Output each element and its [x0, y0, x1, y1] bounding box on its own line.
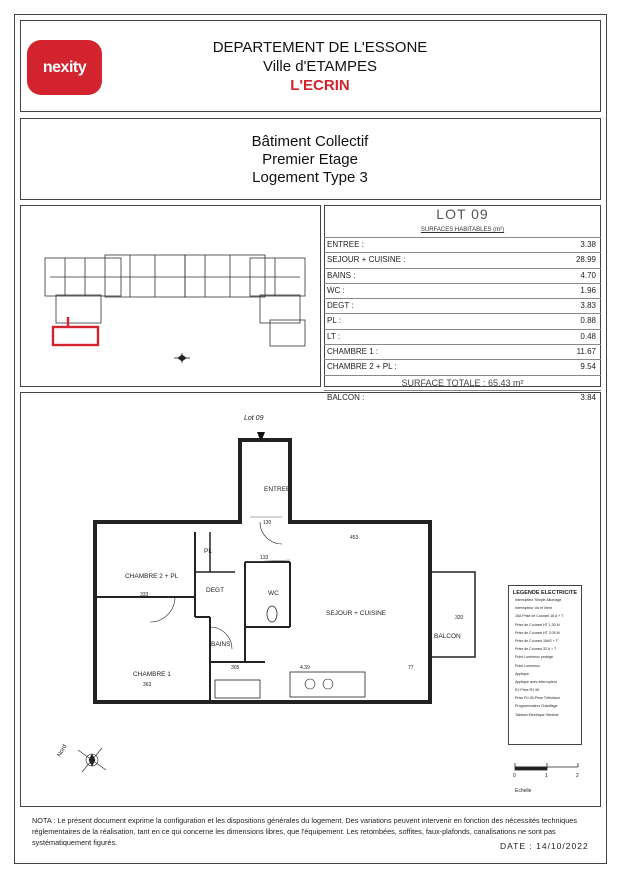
building-type: Bâtiment Collectif	[251, 133, 369, 150]
legend-item: Prise de Courant 32 A + T	[515, 647, 557, 652]
dim-label: 320	[455, 615, 464, 621]
legend-item: Programmateur Chauffage	[515, 704, 558, 709]
department-title: DEPARTEMENT DE L'ESSONE	[212, 39, 428, 56]
scale-tick-2: 2	[576, 773, 579, 779]
legend-item: RJ Prise RJ 45	[515, 688, 539, 693]
lot-subtitle: SURFACES HABITABLES (m²)	[420, 227, 505, 233]
scale-label: Echelle	[515, 788, 532, 794]
table-row: WC : 1.96	[324, 283, 601, 298]
building-text	[120, 133, 500, 187]
dim-label: 453	[350, 535, 359, 541]
dim-label: 130	[263, 520, 272, 526]
legend-title: LEGENDE ELECTRICITE	[512, 590, 578, 596]
legend-item: Interrupteur Simple Allumage	[515, 598, 562, 602]
scale-tick-1: 1	[545, 773, 548, 779]
dim-label: 77	[408, 665, 414, 671]
room-sejour: SEJOUR + CUISINE	[326, 610, 387, 617]
legend-item: Applique	[515, 671, 529, 676]
footer-note: NOTA : Le présent document exprime la configuration et les dispositions générales du logement. Des variations peuvent intervenir en fonction des nécessités techniques réglementaires de la réalisation, tant en ce qui concerne les dimensions libres, que l'équipement. Les retombées, soffites, faux-plafonds, canalisations ne sont pas systématiquement figurés.	[32, 816, 578, 847]
room-bains: BAINS	[211, 641, 231, 648]
legend-item: Prise de Courant HT 1.30 M	[515, 622, 560, 627]
legend-item: Prise RJ 45-Prise Télévision	[515, 696, 561, 701]
table-row: DEGT : 3.83	[324, 298, 601, 313]
legend-item: Tableau Electrique Général	[515, 712, 559, 717]
table-row: PL : 0.88	[324, 313, 601, 328]
surface-table	[324, 237, 601, 405]
lot-label: Lot 09	[244, 415, 264, 422]
nexity-logo	[27, 40, 102, 95]
scale-tick-0: 0	[513, 773, 516, 779]
table-row: CHAMBRE 2 + PL : 9.54	[324, 359, 601, 374]
city-title: Ville d'ETAMPES	[262, 58, 378, 75]
dim-label: 305	[231, 665, 240, 671]
footer-date: DATE : 14/10/2022	[500, 841, 589, 851]
table-row: LT : 0.48	[324, 329, 601, 344]
legend-item: Point Lumineux	[515, 663, 540, 668]
lot-title: LOT 09	[436, 206, 489, 222]
dwelling-type: Logement Type 3	[252, 169, 368, 186]
building-floor: Premier Etage	[262, 151, 358, 168]
room-pl: PL	[204, 548, 212, 555]
dim-label: 333	[140, 592, 149, 598]
room-chambre2: CHAMBRE 2 + PL	[125, 573, 179, 580]
total-row: SURFACE TOTALE : 65.43 m²	[324, 375, 601, 390]
legend-item: Applique avec interrupteur	[515, 679, 557, 684]
dim-label: 363	[143, 682, 152, 688]
electrical-legend	[508, 585, 582, 745]
room-balcon: BALCON	[434, 633, 461, 640]
legend-item: Prise de Courant HT 2.05 M	[515, 630, 560, 635]
room-wc: WC	[268, 590, 279, 597]
north-label: Nord	[56, 743, 69, 759]
table-row: SEJOUR + CUISINE : 28.99	[324, 252, 601, 267]
legend-item: Point Lumineux protégé	[515, 655, 553, 660]
legend-item: Prise de Courant 16AS + T	[515, 638, 558, 643]
legend-item: 16A Prise de Courant 16 A + T	[515, 614, 564, 619]
room-entree: ENTREE	[264, 486, 291, 493]
balcony-row: BALCON : 3.84	[324, 390, 601, 405]
header-text	[120, 38, 520, 95]
table-row: BAINS : 4.70	[324, 268, 601, 283]
lot-highlight	[53, 327, 98, 345]
table-row: CHAMBRE 1 : 11.67	[324, 344, 601, 359]
room-degt: DEGT	[206, 587, 225, 594]
room-chambre1: CHAMBRE 1	[133, 671, 171, 678]
logo-text: nexity	[42, 58, 87, 76]
key-plan-drawing	[20, 205, 321, 387]
dim-label: 133	[260, 555, 269, 561]
legend-item: Interrupteur Va et Vient	[515, 606, 552, 611]
table-row: ENTREE : 3.38	[324, 237, 601, 252]
program-title: L'ECRIN	[290, 77, 350, 94]
dim-label: 4.39	[300, 665, 310, 671]
